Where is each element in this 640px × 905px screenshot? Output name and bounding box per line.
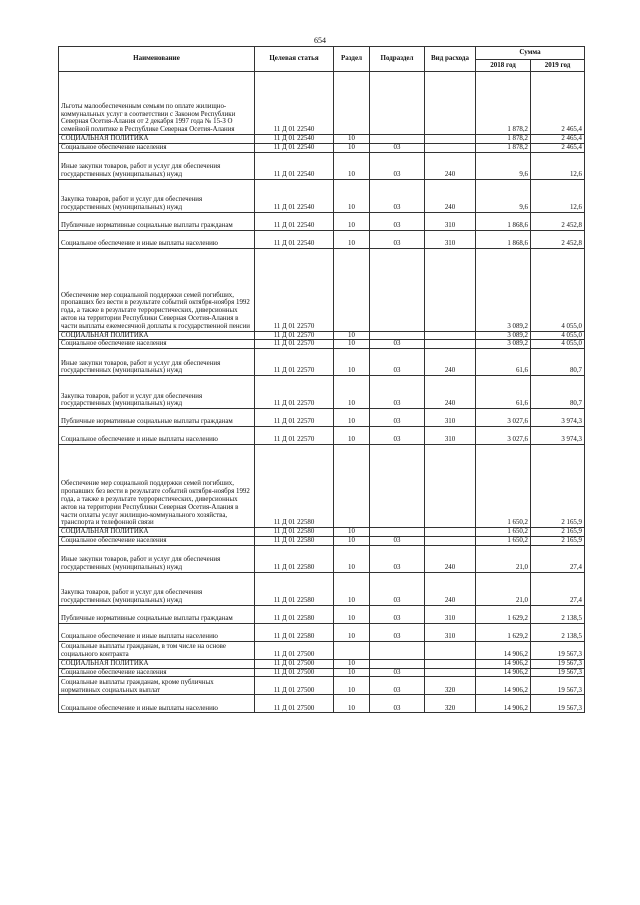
cell-section: 10 xyxy=(334,340,370,349)
cell-section: 10 xyxy=(334,605,370,623)
cell-2019: 12,6 xyxy=(531,152,585,179)
header-subsection: Подраздел xyxy=(370,47,425,72)
cell-subsection xyxy=(370,445,425,528)
cell-name: Закупка товаров, работ и услуг для обеспечения государственных (муниципальных) нужд xyxy=(59,572,255,605)
cell-section: 10 xyxy=(334,545,370,572)
header-kind: Вид расхода xyxy=(425,47,476,72)
cell-target: 11 Д 01 22540 xyxy=(255,212,334,230)
cell-2018: 1 629,2 xyxy=(476,623,531,641)
cell-subsection: 03 xyxy=(370,340,425,349)
cell-2018: 61,6 xyxy=(476,376,531,409)
cell-target: 11 Д 01 22570 xyxy=(255,409,334,427)
cell-2018: 14 906,2 xyxy=(476,659,531,668)
cell-name: СОЦИАЛЬНАЯ ПОЛИТИКА xyxy=(59,528,255,537)
cell-kind: 320 xyxy=(425,695,476,713)
cell-name: СОЦИАЛЬНАЯ ПОЛИТИКА xyxy=(59,331,255,340)
cell-2018: 1 650,2 xyxy=(476,528,531,537)
cell-2018: 1 650,2 xyxy=(476,536,531,545)
cell-name: Иные закупки товаров, работ и услуг для обеспечения государственных (муниципальных) нужд xyxy=(59,152,255,179)
cell-2018: 14 906,2 xyxy=(476,668,531,677)
table-row xyxy=(59,545,585,572)
cell-section: 10 xyxy=(334,695,370,713)
cell-2019: 2 138,5 xyxy=(531,605,585,623)
cell-2019: 27,4 xyxy=(531,545,585,572)
table-row xyxy=(59,668,585,677)
cell-kind: 310 xyxy=(425,605,476,623)
cell-subsection: 03 xyxy=(370,212,425,230)
cell-kind xyxy=(425,135,476,144)
cell-name: Публичные нормативные социальные выплаты гражданам xyxy=(59,212,255,230)
cell-2018: 1 878,2 xyxy=(476,135,531,144)
cell-2019: 19 567,3 xyxy=(531,695,585,713)
table-row xyxy=(59,248,585,331)
cell-target: 11 Д 01 22540 xyxy=(255,152,334,179)
cell-2019: 2 452,8 xyxy=(531,212,585,230)
cell-name: Социальное обеспечение населения xyxy=(59,340,255,349)
cell-target: 11 Д 01 22570 xyxy=(255,427,334,445)
cell-2018: 1 650,2 xyxy=(476,445,531,528)
table-row xyxy=(59,349,585,376)
cell-subsection: 03 xyxy=(370,179,425,212)
cell-subsection: 03 xyxy=(370,536,425,545)
cell-subsection: 03 xyxy=(370,143,425,152)
cell-2018: 9,6 xyxy=(476,179,531,212)
cell-target: 11 Д 01 22540 xyxy=(255,143,334,152)
cell-2018: 3 027,6 xyxy=(476,427,531,445)
cell-2019: 4 055,0 xyxy=(531,340,585,349)
cell-2018: 1 868,6 xyxy=(476,230,531,248)
cell-kind: 320 xyxy=(425,677,476,695)
cell-kind xyxy=(425,340,476,349)
cell-subsection xyxy=(370,528,425,537)
cell-section: 10 xyxy=(334,528,370,537)
cell-2018: 3 089,2 xyxy=(476,340,531,349)
cell-section: 10 xyxy=(334,152,370,179)
page-number: 654 xyxy=(314,36,326,45)
cell-section: 10 xyxy=(334,409,370,427)
cell-kind: 240 xyxy=(425,179,476,212)
cell-target: 11 Д 01 27500 xyxy=(255,677,334,695)
cell-subsection: 03 xyxy=(370,695,425,713)
cell-target: 11 Д 01 22580 xyxy=(255,536,334,545)
cell-name: Обеспечение мер социальной поддержки семей погибших, пропавших без вести в результате событий октября-ноября 1992 года, а также в результате террористических, диверсионных актов на территории Республики Северная Осетия-Алания в части оплаты услуг жилищно-коммунального хозяйства, транспорта и телефонной связи xyxy=(59,445,255,528)
cell-kind xyxy=(425,143,476,152)
cell-name: Социальное обеспечение и иные выплаты населению xyxy=(59,230,255,248)
cell-kind: 310 xyxy=(425,623,476,641)
cell-2019: 19 567,3 xyxy=(531,641,585,659)
header-target: Целевая статья xyxy=(255,47,334,72)
cell-kind xyxy=(425,72,476,135)
table-row xyxy=(59,409,585,427)
cell-target: 11 Д 01 22540 xyxy=(255,230,334,248)
cell-target: 11 Д 01 22570 xyxy=(255,376,334,409)
cell-2018: 3 089,2 xyxy=(476,331,531,340)
cell-name: Иные закупки товаров, работ и услуг для обеспечения государственных (муниципальных) нужд xyxy=(59,349,255,376)
table-row xyxy=(59,179,585,212)
table-row xyxy=(59,72,585,135)
cell-kind xyxy=(425,248,476,331)
cell-subsection: 03 xyxy=(370,152,425,179)
cell-2018: 1 878,2 xyxy=(476,72,531,135)
cell-kind: 240 xyxy=(425,376,476,409)
cell-subsection: 03 xyxy=(370,427,425,445)
cell-section xyxy=(334,72,370,135)
header-year-2019: 2019 год xyxy=(531,60,585,72)
cell-section: 10 xyxy=(334,135,370,144)
cell-kind xyxy=(425,668,476,677)
header-year-2018: 2018 год xyxy=(476,60,531,72)
cell-2019: 2 452,8 xyxy=(531,230,585,248)
cell-section: 10 xyxy=(334,212,370,230)
cell-subsection: 03 xyxy=(370,230,425,248)
cell-target: 11 Д 01 22580 xyxy=(255,572,334,605)
cell-subsection: 03 xyxy=(370,376,425,409)
table-row xyxy=(59,623,585,641)
cell-section: 10 xyxy=(334,623,370,641)
cell-name: Социальное обеспечение и иные выплаты населению xyxy=(59,695,255,713)
cell-subsection xyxy=(370,659,425,668)
cell-section: 10 xyxy=(334,230,370,248)
cell-kind xyxy=(425,536,476,545)
cell-name: Социальное обеспечение и иные выплаты населению xyxy=(59,623,255,641)
cell-2019: 2 138,5 xyxy=(531,623,585,641)
budget-table xyxy=(58,46,585,713)
cell-2018: 14 906,2 xyxy=(476,695,531,713)
cell-subsection: 03 xyxy=(370,623,425,641)
table-row xyxy=(59,641,585,659)
cell-section xyxy=(334,248,370,331)
cell-kind xyxy=(425,331,476,340)
table-row xyxy=(59,536,585,545)
cell-section xyxy=(334,445,370,528)
table-row xyxy=(59,376,585,409)
table-row xyxy=(59,528,585,537)
cell-name: Закупка товаров, работ и услуг для обеспечения государственных (муниципальных) нужд xyxy=(59,179,255,212)
cell-section: 10 xyxy=(334,572,370,605)
cell-2018: 3 027,6 xyxy=(476,409,531,427)
cell-section xyxy=(334,641,370,659)
table-row xyxy=(59,427,585,445)
table-row xyxy=(59,331,585,340)
cell-name: СОЦИАЛЬНАЯ ПОЛИТИКА xyxy=(59,135,255,144)
cell-name: СОЦИАЛЬНАЯ ПОЛИТИКА xyxy=(59,659,255,668)
cell-2018: 1 868,6 xyxy=(476,212,531,230)
cell-2018: 21,0 xyxy=(476,572,531,605)
cell-section: 10 xyxy=(334,427,370,445)
cell-subsection: 03 xyxy=(370,668,425,677)
cell-subsection: 03 xyxy=(370,572,425,605)
cell-section: 10 xyxy=(334,677,370,695)
cell-kind xyxy=(425,659,476,668)
cell-2019: 2 165,9 xyxy=(531,445,585,528)
cell-subsection: 03 xyxy=(370,605,425,623)
cell-2019: 80,7 xyxy=(531,349,585,376)
header-name: Наименование xyxy=(59,47,255,72)
cell-kind xyxy=(425,641,476,659)
cell-section: 10 xyxy=(334,143,370,152)
cell-name: Социальные выплаты гражданам, в том числе на основе социального контракта xyxy=(59,641,255,659)
cell-section: 10 xyxy=(334,659,370,668)
cell-target: 11 Д 01 22570 xyxy=(255,248,334,331)
cell-name: Публичные нормативные социальные выплаты гражданам xyxy=(59,605,255,623)
table-row xyxy=(59,695,585,713)
cell-2019: 27,4 xyxy=(531,572,585,605)
cell-2018: 21,0 xyxy=(476,545,531,572)
cell-name: Социальное обеспечение населения xyxy=(59,668,255,677)
cell-2018: 1 629,2 xyxy=(476,605,531,623)
cell-kind: 310 xyxy=(425,212,476,230)
cell-target: 11 Д 01 27500 xyxy=(255,695,334,713)
cell-kind: 240 xyxy=(425,572,476,605)
cell-target: 11 Д 01 22580 xyxy=(255,545,334,572)
cell-section: 10 xyxy=(334,331,370,340)
cell-section: 10 xyxy=(334,376,370,409)
header-sum: Сумма xyxy=(476,47,585,60)
cell-target: 11 Д 01 22570 xyxy=(255,349,334,376)
cell-target: 11 Д 01 22570 xyxy=(255,340,334,349)
cell-section: 10 xyxy=(334,668,370,677)
cell-2019: 4 055,0 xyxy=(531,331,585,340)
table-row xyxy=(59,340,585,349)
cell-target: 11 Д 01 22570 xyxy=(255,331,334,340)
cell-name: Социальные выплаты гражданам, кроме публичных нормативных социальных выплат xyxy=(59,677,255,695)
cell-2019: 2 165,9 xyxy=(531,528,585,537)
cell-name: Социальное обеспечение населения xyxy=(59,536,255,545)
cell-target: 11 Д 01 27500 xyxy=(255,668,334,677)
cell-name: Социальное обеспечение населения xyxy=(59,143,255,152)
cell-subsection: 03 xyxy=(370,677,425,695)
cell-target: 11 Д 01 22540 xyxy=(255,179,334,212)
table-row xyxy=(59,677,585,695)
cell-2018: 14 906,2 xyxy=(476,641,531,659)
cell-2018: 9,6 xyxy=(476,152,531,179)
table-row xyxy=(59,212,585,230)
cell-kind: 240 xyxy=(425,152,476,179)
cell-2019: 12,6 xyxy=(531,179,585,212)
table-row xyxy=(59,605,585,623)
cell-2019: 19 567,3 xyxy=(531,668,585,677)
cell-2019: 3 974,3 xyxy=(531,427,585,445)
table-row xyxy=(59,572,585,605)
cell-kind: 310 xyxy=(425,427,476,445)
cell-kind: 240 xyxy=(425,349,476,376)
table-row xyxy=(59,152,585,179)
table-row xyxy=(59,230,585,248)
cell-target: 11 Д 01 27500 xyxy=(255,659,334,668)
cell-section: 10 xyxy=(334,179,370,212)
cell-section: 10 xyxy=(334,349,370,376)
cell-2019: 3 974,3 xyxy=(531,409,585,427)
cell-name: Обеспечение мер социальной поддержки семей погибших, пропавших без вести в результате событий октября-ноября 1992 года, а также в результате террористических, диверсионных актов на территории Республики Северная Осетия-Алания в части выплаты ежемесячной доплаты к государственной пенсии xyxy=(59,248,255,331)
table-body xyxy=(59,72,585,713)
cell-name: Закупка товаров, работ и услуг для обеспечения государственных (муниципальных) нужд xyxy=(59,376,255,409)
cell-subsection: 03 xyxy=(370,545,425,572)
cell-subsection xyxy=(370,331,425,340)
cell-subsection xyxy=(370,248,425,331)
cell-target: 11 Д 01 22540 xyxy=(255,135,334,144)
cell-subsection xyxy=(370,72,425,135)
cell-2019: 2 465,4 xyxy=(531,143,585,152)
cell-section: 10 xyxy=(334,536,370,545)
cell-target: 11 Д 01 22580 xyxy=(255,445,334,528)
cell-subsection xyxy=(370,641,425,659)
cell-2019: 19 567,3 xyxy=(531,677,585,695)
cell-name: Иные закупки товаров, работ и услуг для обеспечения государственных (муниципальных) нужд xyxy=(59,545,255,572)
cell-2018: 14 906,2 xyxy=(476,677,531,695)
cell-2019: 19 567,3 xyxy=(531,659,585,668)
cell-kind xyxy=(425,445,476,528)
table-row xyxy=(59,143,585,152)
cell-2018: 3 089,2 xyxy=(476,248,531,331)
cell-target: 11 Д 01 22580 xyxy=(255,605,334,623)
table-row xyxy=(59,445,585,528)
table-row xyxy=(59,135,585,144)
cell-name: Социальное обеспечение и иные выплаты населению xyxy=(59,427,255,445)
cell-2018: 61,6 xyxy=(476,349,531,376)
cell-target: 11 Д 01 22580 xyxy=(255,528,334,537)
cell-2019: 80,7 xyxy=(531,376,585,409)
cell-kind: 310 xyxy=(425,230,476,248)
table-row xyxy=(59,659,585,668)
cell-subsection: 03 xyxy=(370,409,425,427)
cell-2019: 2 465,4 xyxy=(531,72,585,135)
cell-target: 11 Д 01 22580 xyxy=(255,623,334,641)
cell-subsection: 03 xyxy=(370,349,425,376)
cell-target: 11 Д 01 27500 xyxy=(255,641,334,659)
cell-kind xyxy=(425,528,476,537)
cell-2019: 4 055,0 xyxy=(531,248,585,331)
cell-2019: 2 165,9 xyxy=(531,536,585,545)
cell-name: Публичные нормативные социальные выплаты гражданам xyxy=(59,409,255,427)
cell-kind: 310 xyxy=(425,409,476,427)
cell-2018: 1 878,2 xyxy=(476,143,531,152)
cell-kind: 240 xyxy=(425,545,476,572)
cell-subsection xyxy=(370,135,425,144)
header-section: Раздел xyxy=(334,47,370,72)
cell-target: 11 Д 01 22540 xyxy=(255,72,334,135)
cell-2019: 2 465,4 xyxy=(531,135,585,144)
cell-name: Льготы малообеспеченным семьям по оплате жилищно-коммунальных услуг в соответствии с Законом Республики Северная Осетия-Алания от 2 декабря 1997 года № 15-З О семейной политике в Республике Северная Осетия-Алания xyxy=(59,72,255,135)
